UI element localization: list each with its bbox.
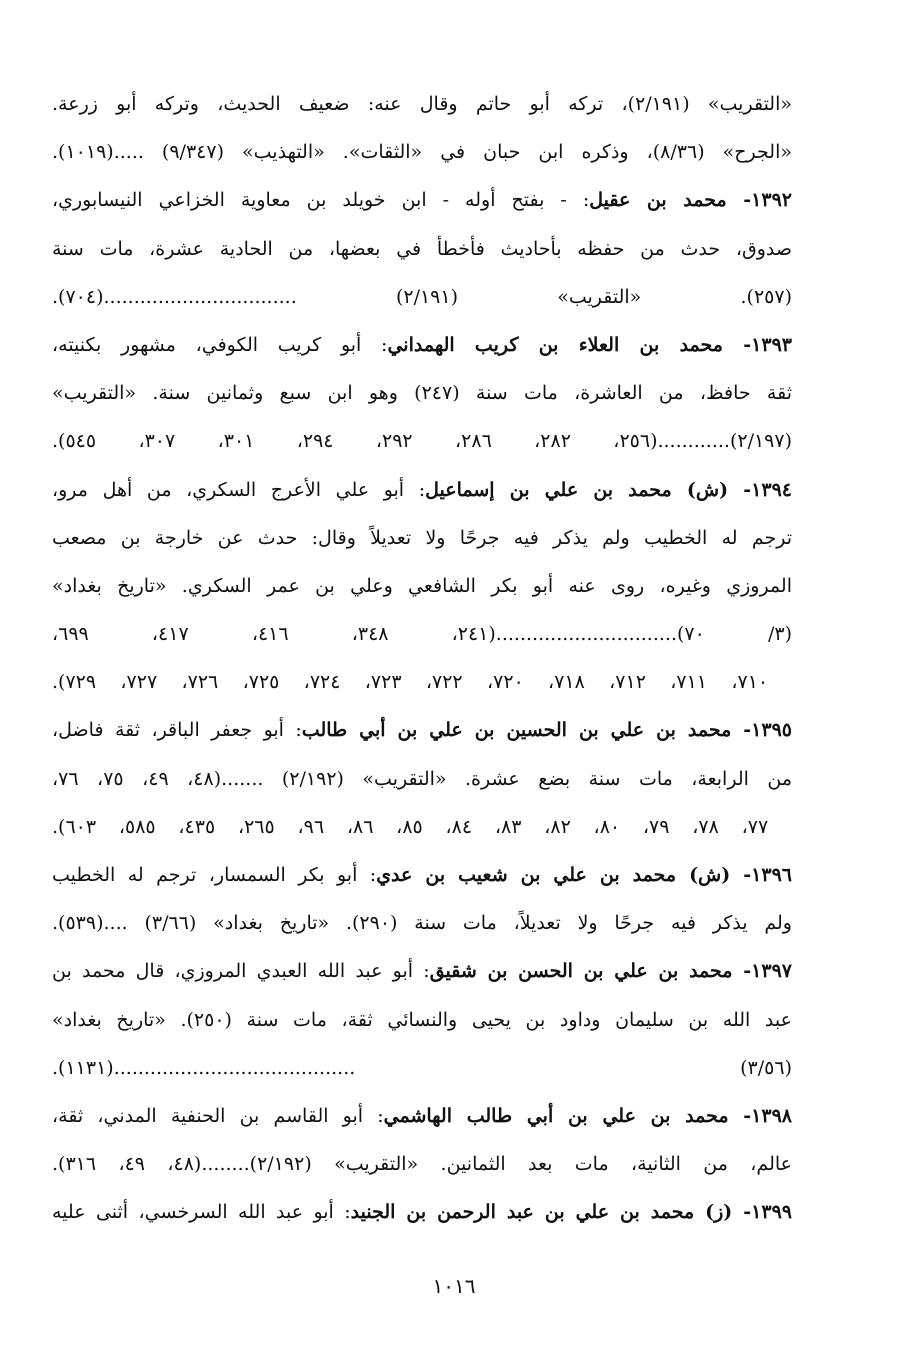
text-line: المروزي وغيره، روى عنه أبو بكر الشافعي وعلي بن عمر السكري. «تاريخ بغداد» [52,574,792,597]
entry-name: (ش) محمد بن علي بن شعيب بن عدي [376,864,731,886]
entry-1396-line [52,855,792,903]
text-line: عبد الله بن سليمان وداود بن يحيى والنسائي ثقة، مات سنة (٢٥٠). «تاريخ بغداد» [52,1008,792,1031]
text-line: (٢٥٧). «التقريب» (٢/١٩١) ................................(٧٠٤). [52,285,792,308]
entry-1398-line [52,1096,792,1144]
text-line: «الجرح» (٨/٣٦)، وذكره ابن حبان في «الثقات». «التهذيب» (٩/٣٤٧) .....(١٠١٩). [52,141,792,164]
text-line: (٣/ ٧٠)..............................(٢٤١، ٣٤٨، ٤١٦، ٤١٧، ٦٩٩، [52,623,792,646]
text-line: ثقة حافظ، من العاشرة، مات سنة (٢٤٧) وهو ابن سبع وثمانين سنة. «التقريب» [52,382,792,405]
entry-text: : أبو علي الأعرج السكري، من أهل مرو، [52,478,426,501]
entry-number: ١٣٩٤- [728,478,792,501]
entry-number: ١٣٩٢- [726,189,792,212]
entry-1399-line [52,1192,792,1240]
text-line: «التقريب» (٢/١٩١)، تركه أبو حاتم وقال عنه: ضعيف الحديث، وتركه أبو زرعة. [52,93,792,115]
entry-text: : أبو عبد الله السرخسي، أثنى عليه [52,1201,351,1224]
entry-text: : أبو القاسم بن الحنفية المدني، ثقة، [52,1104,384,1127]
entry-text: : أبو بكر السمسار، ترجم له الخطيب [52,864,377,886]
text-line: ٧١٠، ٧١١، ٧١٢، ٧١٨، ٧٢٠، ٧٢٢، ٧٢٣، ٧٢٤، ٧٢٥، ٧٢٦، ٧٢٧، ٧٢٩). [52,671,769,694]
entry-number: ١٣٩٥- [731,719,792,742]
entry-name: محمد بن علي بن الحسن بن شقيق [429,960,733,983]
entry-name: محمد بن علي بن الحسين بن علي بن أبي طالب [301,719,732,742]
entry-number: ١٣٩٣- [722,333,792,356]
page-number: ١٠١٦ [432,1274,476,1298]
entry-name: (ش) محمد بن علي بن إسماعيل [425,478,729,501]
text-line: (٣/٥٦) ........................................(١١٣١). [52,1056,792,1079]
entry-1397-line [52,951,792,999]
text-line: صدوق، حدث من حفظه بأحاديث فأخطأ في بعضها، من الحادية عشرة، مات سنة [52,237,792,260]
entry-name: محمد بن علي بن أبي طالب الهاشمي [383,1104,729,1127]
entry-name: محمد بن العلاء بن كريب الهمداني [387,333,723,356]
entry-1394-line [52,470,792,518]
entry-number: ١٣٩٨- [728,1104,792,1127]
entry-text: : - بفتح أوله - ابن خويلد بن معاوية الخزاعي النيسابوري، [52,189,590,212]
text-line: ٧٧، ٧٨، ٧٩، ٨٠، ٨٢، ٨٣، ٨٤، ٨٥، ٨٦، ٩٦، ٢٦٥، ٤٣٥، ٥٨٥، ٦٠٣). [52,815,769,838]
entry-1392-line [52,180,792,228]
text-line: من الرابعة، مات سنة بضع عشرة. «التقريب» (٢/١٩٢) .......(٤٨، ٤٩، ٧٥، ٧٦، [52,767,792,790]
entry-text: : أبو جعفر الباقر، ثقة فاضل، [52,719,302,742]
entry-number: ١٣٩٧- [732,960,792,983]
entry-name: محمد بن عقيل [589,189,727,212]
entry-1395-line [52,710,792,758]
entry-number: ١٣٩٩- [732,1201,792,1224]
text-line: عالم، من الثانية، مات بعد الثمانين. «التقريب» (٢/١٩٢)........(٤٨، ٤٩، ٣١٦). [52,1153,792,1176]
entry-1393-line [52,325,792,373]
entry-text: : أبو عبد الله العبدي المروزي، قال محمد بن [52,960,430,983]
text-line: ترجم له الخطيب ولم يذكر فيه جرحًا ولا تعديلاً وقال: حدث عن خارجة بن مصعب [52,526,792,549]
entry-text: : أبو كريب الكوفي، مشهور بكنيته، [52,333,388,356]
entry-number: ١٣٩٦- [730,864,792,886]
page-body [52,84,792,1241]
entry-name: (ز) محمد بن علي بن عبد الرحمن بن الجنيد [350,1201,733,1224]
text-line: (٢/١٩٧)............(٢٥٦، ٢٨٢، ٢٨٦، ٢٩٢، ٢٩٤، ٣٠١، ٣٠٧، ٥٤٥). [52,430,792,453]
text-line: ولم يذكر فيه جرحًا ولا تعديلاً، مات سنة (٢٩٠). «تاريخ بغداد» (٣/٦٦) ....(٥٣٩). [52,912,792,935]
